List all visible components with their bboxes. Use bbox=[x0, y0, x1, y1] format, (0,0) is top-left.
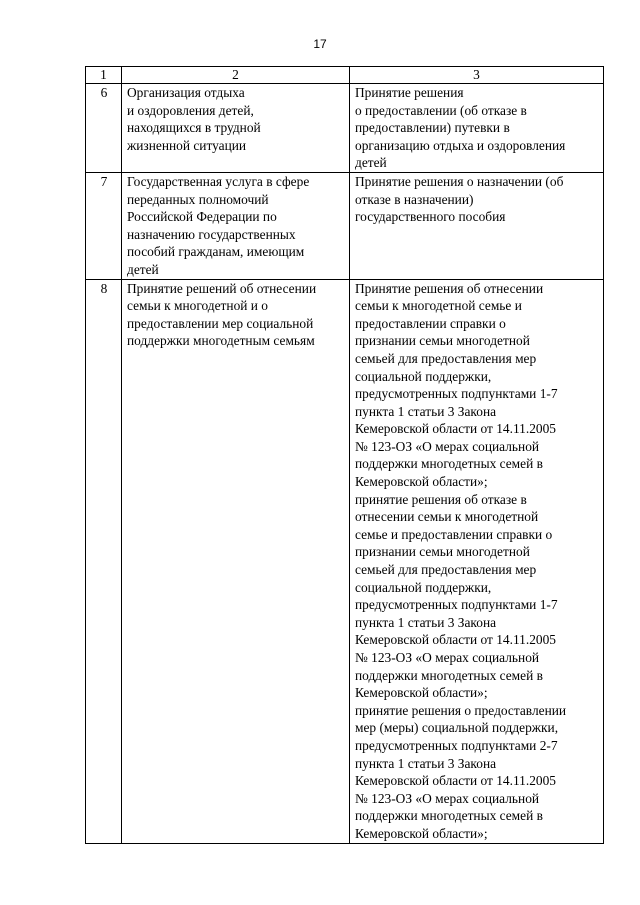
cell-text-line: предоставлении) путевки в bbox=[355, 120, 510, 136]
cell-text-line: предоставлении мер социальной bbox=[127, 315, 314, 331]
cell-text-line: государственного пособия bbox=[355, 209, 506, 225]
services-table-body bbox=[86, 67, 604, 844]
cell-text-line: предоставлении справки о bbox=[355, 315, 506, 331]
header-cell-service: 2 bbox=[122, 67, 350, 84]
cell-text-line: отказе в назначении) bbox=[355, 191, 474, 207]
cell-text-line: признании семьи многодетной bbox=[355, 544, 530, 560]
row-number-cell: 6 bbox=[86, 84, 122, 173]
cell-text-line: поддержки многодетных семей в bbox=[355, 456, 543, 472]
cell-text-line: пособий гражданам, имеющим bbox=[127, 244, 305, 260]
cell-text-line: принятие решения об отказе в bbox=[355, 491, 527, 507]
service-result-cell bbox=[350, 279, 604, 843]
cell-text-line: признании семьи многодетной bbox=[355, 333, 530, 349]
cell-text-line: предусмотренных подпунктами 1-7 bbox=[355, 597, 558, 613]
cell-text-line: Принятие решения о назначении (об bbox=[355, 173, 564, 189]
cell-text-line: Организация отдыха bbox=[127, 85, 245, 100]
cell-text-line: семье и предоставлении справки о bbox=[355, 526, 553, 542]
cell-text-line: предусмотренных подпунктами 2-7 bbox=[355, 737, 558, 753]
service-result-cell bbox=[350, 84, 604, 173]
cell-text-line: Кемеровской области»; bbox=[355, 685, 488, 701]
cell-text-line: № 123-ОЗ «О мерах социальной bbox=[355, 438, 540, 454]
cell-text-line: Государственная услуга в сфере bbox=[127, 173, 310, 189]
header-cell-number: 1 bbox=[86, 67, 122, 84]
cell-text-line: поддержки многодетных семей в bbox=[355, 808, 543, 824]
cell-text-line: Принятие решения об отнесении bbox=[355, 280, 544, 296]
cell-text-line: организацию отдыха и оздоровления bbox=[355, 137, 566, 153]
cell-text-line: поддержки многодетным семьям bbox=[127, 333, 315, 349]
cell-text-line: Кемеровской области от 14.11.2005 bbox=[355, 632, 556, 648]
cell-text-line: отнесении семьи к многодетной bbox=[355, 509, 539, 525]
cell-text-line: № 123-ОЗ «О мерах социальной bbox=[355, 650, 540, 665]
cell-text-line: семьей для предоставления мер bbox=[355, 350, 537, 366]
cell-text-line: социальной поддержки, bbox=[355, 579, 492, 595]
cell-text-line: Кемеровской области от 14.11.2005 bbox=[355, 421, 556, 437]
cell-text-line: семьи к многодетной семье и bbox=[355, 298, 522, 314]
cell-text-line: семьей для предоставления мер bbox=[355, 562, 537, 578]
cell-text-line: и оздоровления детей, bbox=[127, 102, 254, 118]
cell-text-line: детей bbox=[127, 261, 159, 277]
cell-text-line: Принятие решений об отнесении bbox=[127, 280, 317, 296]
header-cell-result: 3 bbox=[350, 67, 604, 84]
cell-text-line: Кемеровской области»; bbox=[355, 474, 488, 490]
service-name-cell bbox=[122, 279, 350, 843]
services-table bbox=[85, 66, 604, 844]
cell-text-line: находящихся в трудной bbox=[127, 120, 261, 136]
cell-text-line: переданных полномочий bbox=[127, 191, 269, 207]
cell-text-line: поддержки многодетных семей в bbox=[355, 667, 543, 683]
table-row bbox=[86, 279, 604, 843]
cell-text-line: № 123-ОЗ «О мерах социальной bbox=[355, 790, 540, 806]
page-number: 17 bbox=[313, 37, 327, 51]
service-result-cell bbox=[350, 172, 604, 279]
cell-text-line: пункта 1 статьи 3 Закона bbox=[355, 755, 497, 771]
cell-text-line: предусмотренных подпунктами 1-7 bbox=[355, 386, 558, 402]
cell-text-line: социальной поддержки, bbox=[355, 368, 492, 384]
table-header-row bbox=[86, 67, 604, 84]
cell-text-line: семьи к многодетной и о bbox=[127, 298, 268, 314]
cell-text-line: пункта 1 статьи 3 Закона bbox=[355, 403, 497, 419]
service-name-cell bbox=[122, 84, 350, 173]
row-number-cell: 8 bbox=[86, 279, 122, 843]
row-number-cell: 7 bbox=[86, 172, 122, 279]
cell-text-line: Кемеровской области от 14.11.2005 bbox=[355, 773, 556, 789]
cell-text-line: жизненной ситуации bbox=[127, 137, 247, 153]
cell-text-line: принятие решения о предоставлении bbox=[355, 702, 567, 718]
cell-text-line: о предоставлении (об отказе в bbox=[355, 102, 527, 118]
cell-text-line: Российской Федерации по bbox=[127, 209, 277, 225]
table-row bbox=[86, 84, 604, 173]
cell-text-line: назначению государственных bbox=[127, 226, 296, 242]
cell-text-line: Принятие решения bbox=[355, 85, 464, 100]
cell-text-line: пункта 1 статьи 3 Закона bbox=[355, 614, 497, 630]
cell-text-line: Кемеровской области»; bbox=[355, 825, 488, 841]
table-row bbox=[86, 172, 604, 279]
cell-text-line: детей bbox=[355, 155, 387, 171]
cell-text-line: мер (меры) социальной поддержки, bbox=[355, 720, 559, 736]
service-name-cell bbox=[122, 172, 350, 279]
